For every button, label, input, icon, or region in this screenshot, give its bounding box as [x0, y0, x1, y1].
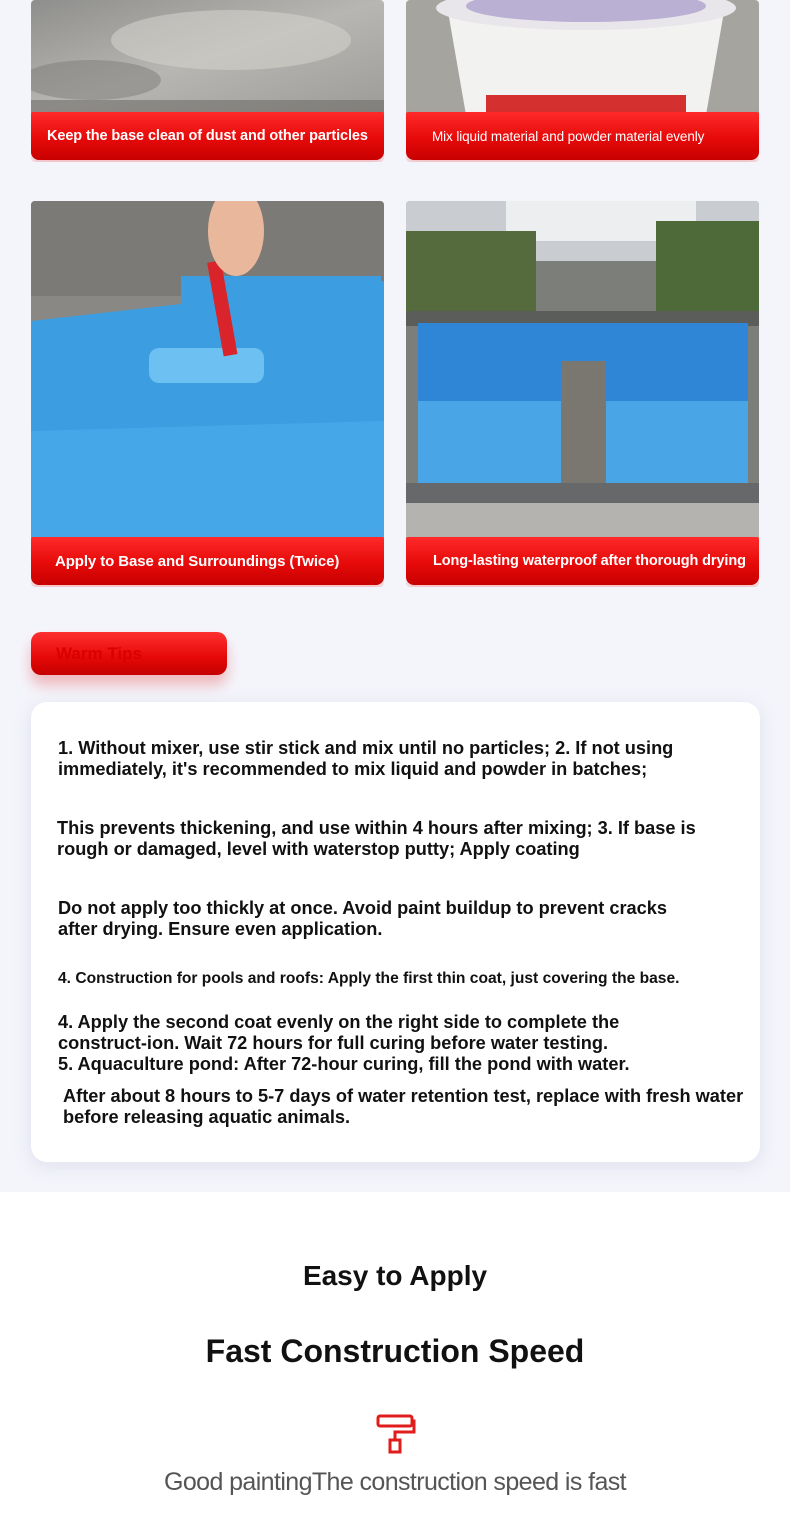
step-card-2: [406, 0, 759, 162]
tip-line-4: 4. Construction for pools and roofs: Apply the first thin coat, just covering the base.: [58, 970, 680, 987]
step-caption-4: Long-lasting waterproof after thorough drying: [406, 537, 759, 585]
finished-pool-photo: [406, 201, 759, 541]
easy-to-apply-title: Easy to Apply: [302, 1260, 488, 1291]
step-card-1: [31, 0, 384, 162]
tip-line-5: 4. Apply the second coat evenly on the right side to complete the construct-ion. Wait 72 hours for full curing before water testing.: [58, 1012, 620, 1053]
fast-construction-title: Fast Construction Speed: [205, 1333, 585, 1369]
mixing-bucket-photo: [406, 0, 759, 115]
step-card-3: [31, 201, 384, 587]
roller-painting-photo: [31, 201, 384, 541]
tip-line-7: After about 8 hours to 5-7 days of water retention test, replace with fresh water before releasing aquatic animals.: [63, 1086, 744, 1127]
step-card-4: [406, 201, 759, 587]
tips-box: [31, 702, 760, 1162]
tip-line-3: Do not apply too thickly at once. Avoid paint buildup to prevent cracks after drying. Ensure even application.: [58, 898, 668, 939]
step-caption-1: Keep the base clean of dust and other particles: [31, 112, 384, 160]
warm-tips-badge: Warm Tips: [31, 632, 227, 675]
paint-roller-icon: [376, 1414, 416, 1454]
tip-line-6: 5. Aquaculture pond: After 72-hour curing, fill the pond with water.: [58, 1054, 630, 1074]
tip-line-2: This prevents thickening, and use within 4 hours after mixing; 3. If base is rough or damaged, level with waterstop putty; Apply coating: [57, 818, 696, 859]
step-caption-3: Apply to Base and Surroundings (Twice): [31, 537, 384, 585]
tagline: Good paintingThe construction speed is fast: [164, 1468, 626, 1496]
tip-line-1: 1. Without mixer, use stir stick and mix until no particles; 2. If not using immediately, it's recommended to mix liquid and powder in batches;: [58, 738, 674, 779]
concrete-surface-photo: [31, 0, 384, 115]
step-caption-2: Mix liquid material and powder material evenly: [406, 112, 759, 160]
